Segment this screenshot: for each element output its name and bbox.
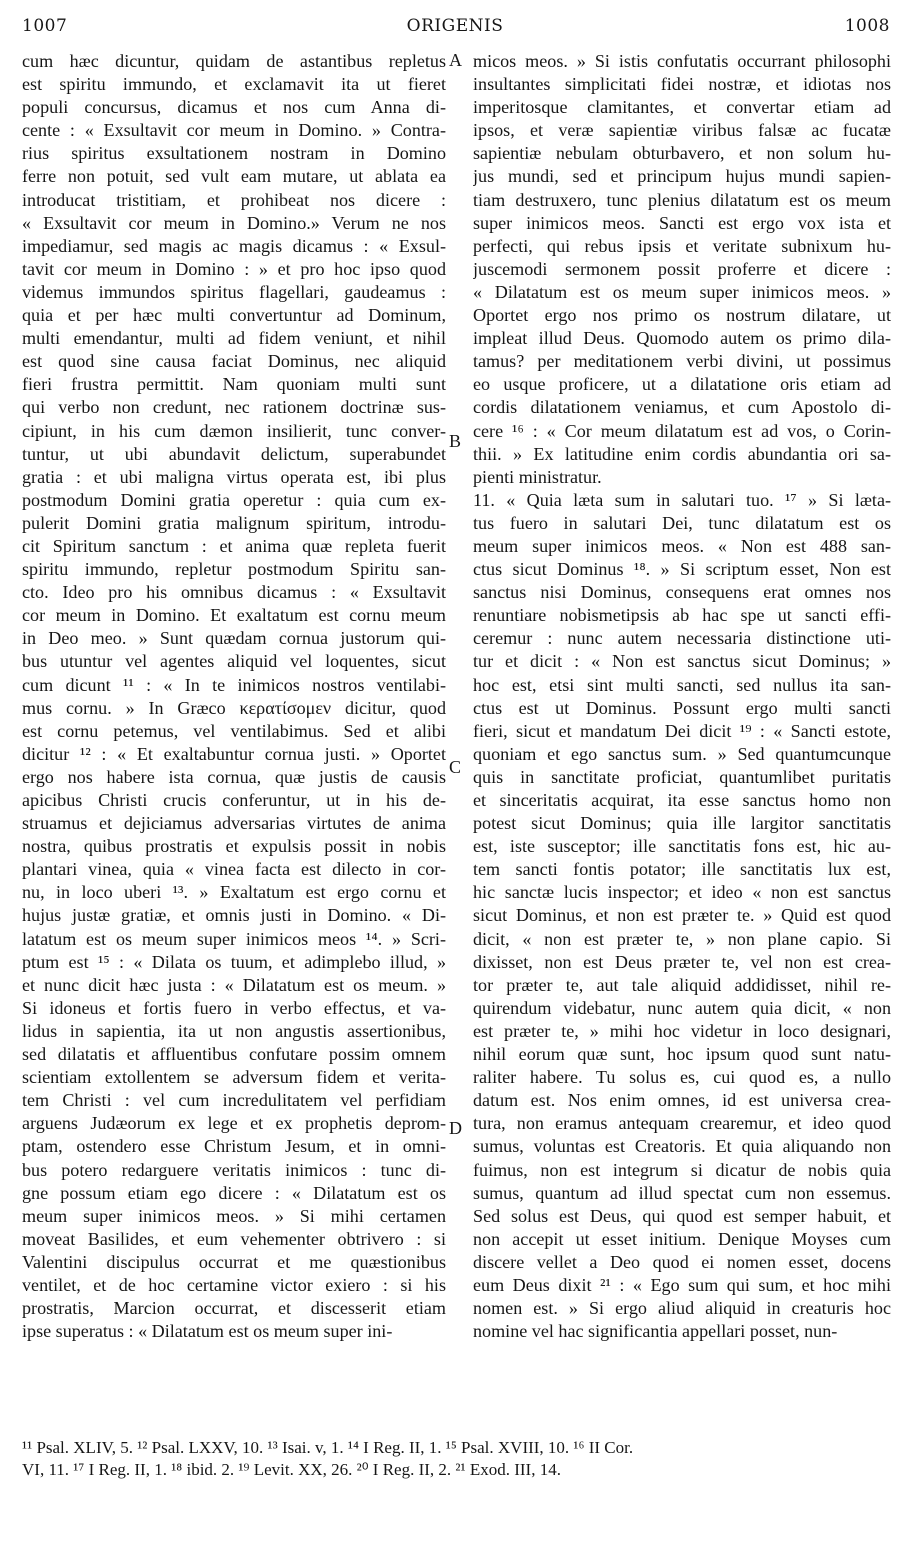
text-line: sumus, voluntas est Creatoris. Et quia aliquando non (473, 1136, 891, 1157)
text-line: introducat tristitiam, et prohibeat nos dicere : (22, 189, 446, 210)
text-line: nostra, quibus prostratis et expulsis possit in nobis (22, 836, 446, 857)
text-line: est quod sine causa faciat Dominus, nec aliquid (22, 351, 446, 372)
margin-mark-d: D (449, 1118, 462, 1138)
text-line: tem sancti fontis potator; ille sanctitatis lux est, (473, 859, 891, 880)
text-line: ceremur : nunc autem necessaria distinctione uti- (473, 628, 891, 649)
text-line: videmus immundos spiritus flagellari, gaudeamus : (22, 281, 446, 302)
text-line: raliter habere. Tu solus es, cui quod es, a nullo (473, 1067, 891, 1088)
text-line: nu, in loco uberi ¹³. » Exaltatum est ergo cornu et (22, 882, 446, 903)
text-line: impleat illud Deus. Quomodo autem os primo dila- (473, 328, 891, 349)
text-line: cere ¹⁶ : « Cor meum dilatatum est ad vos, o Corin- (473, 420, 891, 441)
text-line: struamus et dejiciamus adversarias virtutes de anima (22, 813, 446, 834)
text-line: bus potero redarguere veritatis inimicos : tunc di- (22, 1159, 446, 1180)
text-line: Si idoneus et fortis fuero in verbo effectus, et va- (22, 997, 446, 1018)
text-line: discere vellet a Deo quod ei nomen esset, docens (473, 1251, 891, 1272)
text-line: 11. « Quia læta sum in salutari tuo. ¹⁷ » Si læta- (473, 489, 891, 510)
text-line: quis in sanctitate proficiat, quantumlibet puritatis (473, 766, 891, 787)
text-line: Oportet ergo nos primo os nostrum dilatare, ut (473, 305, 891, 326)
text-line: est spiritu immundo, et exclamavit ita ut fieret (22, 74, 446, 95)
text-line: moveat Basilides, et eum vehementer obtrivero : si (22, 1228, 446, 1249)
text-line: « Dilatatum est os meum super inimicos meos. » (473, 281, 891, 302)
margin-mark-c: C (449, 757, 462, 777)
text-line: nihil eorum quæ sunt, hoc ipsum quod sunt natu- (473, 1044, 891, 1065)
text-line: dixisset, non est Deus præter te, vel non est crea- (473, 951, 891, 972)
text-line: meum super inimicos meos. » Si mihi certamen (22, 1205, 446, 1226)
text-line: renuntiare nobismetipsis ab hac spe ut sancti effi- (473, 605, 891, 626)
text-line: ventilet, et de hoc certamine victor exiero : si his (22, 1274, 446, 1295)
text-line: impediamur, sed magis ac magis dicamus : « Exsul- (22, 235, 446, 256)
text-line: non accepit ut esset initium. Denique Moyses cum (473, 1228, 891, 1249)
text-line: sed dilatatis et affluentibus confutare possim omnem (22, 1044, 446, 1065)
text-line: potest sicut Dominus; quia ille largitor sanctitatis (473, 813, 891, 834)
text-line: Valentini discipulus occurrat et me quæstionibus (22, 1251, 446, 1272)
text-line: postmodum Domini gratia operetur : quia cum ex- (22, 489, 446, 510)
text-line: hoc est, etsi sint multi sancti, sed nullus ita san- (473, 674, 891, 695)
margin-mark-b: B (449, 431, 462, 451)
text-line: ferre non potuit, sed vult eam mutare, ut ablata ea (22, 166, 446, 187)
text-line: eum Deus dixit ²¹ : « Ego sum qui sum, et hoc mihi (473, 1274, 891, 1295)
text-line: ipsos, et veræ sapientiæ viribus falsæ ac fucatæ (473, 120, 891, 141)
text-line: insultantes simplicitati fidei nostræ, et idiotas nos (473, 74, 891, 95)
text-line: quia et per hæc multi convertuntur ad Dominum, (22, 305, 446, 326)
text-line: pienti ministratur. (473, 466, 602, 487)
text-line: cipiunt, in his cum dæmon insilierit, tunc conver- (22, 420, 446, 441)
text-line: lidus in sapientia, ita ut non angustis assertionibus, (22, 1020, 446, 1041)
text-line: cente : « Exsultavit cor meum in Domino. » Contra- (22, 120, 446, 141)
text-line: Sed solus est Deus, qui quod est semper habuit, et (473, 1205, 891, 1226)
text-line: populi concursus, dicamus et nos cum Anna di- (22, 97, 446, 118)
text-line: ctus est ut Dominus. Possunt ergo multi sancti (473, 697, 891, 718)
text-line: tavit cor meum in Domino : » et pro hoc ipso quod (22, 258, 446, 279)
text-line: tuntur, ut ubi abundavit delictum, superabundet (22, 443, 446, 464)
text-line: tor præter te, aut tale aliquid addidisset, nihil re- (473, 974, 891, 995)
text-line: « Exsultavit cor meum in Domino.» Verum ne nos (22, 212, 446, 233)
text-line: bus utuntur vel agentes aliquid vel loquentes, sicut (22, 651, 446, 672)
text-line: arguens Judæorum ex lege et ex prophetis deprom- (22, 1113, 446, 1134)
text-line: cit Spiritum sanctum : et anima quæ repleta fuerit (22, 535, 446, 556)
text-line: ctus sicut Dominus ¹⁸. » Si scriptum esset, Non est (473, 559, 891, 580)
text-line: jus mundi, sed et principum hujus mundi sapien- (473, 166, 891, 187)
text-line: imperitosque clamitantes, et convertar etiam ad (473, 97, 891, 118)
text-line: est, iste susceptor; ille sanctitatis fons est, hic au- (473, 836, 891, 857)
text-line: nomen est. » Si ergo aliud aliquid in creaturis hoc (473, 1298, 891, 1319)
text-line: cto. Ideo pro his omnibus dicamus : « Exsultavit (22, 582, 446, 603)
text-line: qui verbo non credunt, nec rationem doctrinæ sus- (22, 397, 446, 418)
text-line: dicit, « non est præter te, » non plane capio. Si (473, 928, 891, 949)
text-line: spiritu immundo, repletur postmodum Spiritu san- (22, 559, 446, 580)
text-line: tamus? per meditationem verbi divini, ut possimus (473, 351, 891, 372)
text-line: sapientiæ nebulam obturbavero, et non solum hu- (473, 143, 891, 164)
text-line: gratia : et ubi maligna virtus operata est, ibi plus (22, 466, 446, 487)
text-line: tem Christi : vel cum incredulitatem vel perfidiam (22, 1090, 446, 1111)
text-line: sicut Dominus, et non est præter te. » Quid est quod (473, 905, 891, 926)
text-line: scientiam extollentem se adversum fidem et verita- (22, 1067, 446, 1088)
text-line: mus cornu. » In Græco κερατίσομεν dicitur, quod (22, 697, 446, 718)
text-line: tura, non eramus antequam crearemur, et ideo quod (473, 1113, 891, 1134)
text-line: cordis dilatationem veniamus, et cum Apostolo di- (473, 397, 891, 418)
text-line: est cornu petemus, vel ventilabimus. Sed et alibi (22, 720, 446, 741)
margin-mark-a: A (449, 50, 462, 70)
text-line: ¹¹ Psal. XLIV, 5. ¹² Psal. LXXV, 10. ¹³ Isai. v, 1. ¹⁴ I Reg. II, 1. ¹⁵ Psal. XVIII, 10. ¹⁶ II Cor. (22, 1438, 634, 1457)
text-line: hujus justæ gratiæ, et omnis justi in Domino. « Di- (22, 905, 446, 926)
text-line: fieri frustra permittit. Nam quoniam multi sunt (22, 374, 446, 395)
page-number-right: 1008 (844, 16, 890, 36)
text-line: quirendum videbatur, nunc autem quia dicit, « non (473, 997, 891, 1018)
page-number-left: 1007 (22, 16, 68, 36)
text-line: sanctus nisi Dominus, consequens erat omnes nos (473, 582, 891, 603)
text-line: cum hæc dicuntur, quidam de astantibus repletus (22, 51, 446, 71)
text-line: tus fuero in salutari Dei, tunc dilatatum est os (473, 512, 891, 533)
text-line: in Deo meo. » Sunt quædam cornua justorum qui- (22, 628, 446, 649)
text-line: latatum est os meum super inimicos meos ¹⁴. » Scri- (22, 928, 446, 949)
text-line: nomine vel hac significantia appellari posset, nun- (473, 1321, 838, 1342)
text-line: sumus, quantum ad illud spectat cum non essemus. (473, 1182, 891, 1203)
text-line: dicitur ¹² : « Et exaltabuntur cornua justi. » Oportet (22, 743, 446, 764)
text-line: ptum est ¹⁵ : « Dilata os tuum, et adimplebo illud, » (22, 951, 446, 972)
text-line: est præter te, » mihi hoc videtur in loco designari, (473, 1020, 891, 1041)
text-line: ipse superatus : « Dilatatum est os meum super ini- (22, 1321, 393, 1342)
text-line: plantari vinea, quia « vinea facta est dilecto in cor- (22, 859, 446, 880)
text-line: et sinceritatis acquirat, ita esse sanctus homo non (473, 790, 891, 810)
text-line: thii. » Ex latitudine enim cordis abundantia ori sa- (473, 443, 891, 464)
text-line: ergo nos habere ista cornua, quæ justis de causis (22, 766, 446, 787)
text-line: micos meos. » Si istis confutatis occurrant philosophi (473, 51, 891, 71)
text-line: quoniam et ego sanctus sum. » Sed quantumcunque (473, 743, 891, 764)
text-line: ptam, ostendero esse Christum Jesum, et in omni- (22, 1136, 446, 1157)
text-line: multi emendantur, multi ad fidem veniunt, et nihil (22, 328, 446, 349)
text-line: rius spiritus exsultationem nostram in Domino (22, 143, 446, 164)
text-line: cor meum in Domino. Et exaltatum est cornu meum (22, 605, 446, 626)
text-line: super inimicos meos. Sancti est ergo vox ista et (473, 212, 891, 233)
text-line: datum est. Nos enim omnes, id est universa crea- (473, 1090, 891, 1111)
text-line: tiam destruxero, tunc plenius dilatatum est os meum (473, 189, 891, 210)
text-line: gne possum etiam ego dicere : « Dilatatum est os (22, 1182, 446, 1203)
running-title: ORIGENIS (406, 16, 504, 36)
text-line: tur et dicit : « Non est sanctus sicut Dominus; » (473, 651, 891, 672)
footnotes (22, 1437, 892, 1481)
right-column (473, 50, 891, 1343)
text-line: juscemodi sermonem possit proferre et dicere : (473, 258, 891, 279)
text-line: cum dicunt ¹¹ : « In te inimicos nostros ventilabi- (22, 674, 446, 695)
text-line: et nunc dicit hæc justa : « Dilatatum est os meum. » (22, 974, 446, 995)
text-line: fieri, sicut et mandatum Dei dicit ¹⁹ : « Sancti estote, (473, 720, 891, 741)
text-line: prostratis, Marcion occurrat, et discesserit etiam (22, 1298, 446, 1319)
text-line: perfecti, qui rebus ipsis et veritate subnixum hu- (473, 235, 891, 256)
text-line: hic sanctæ lucis inspector; et ideo « non est sanctus (473, 882, 891, 903)
text-line: meum super inimicos meos. « Non est 488 san- (473, 535, 891, 556)
text-line: apicibus Christi crucis conferuntur, ut in his de- (22, 790, 446, 810)
text-line: fuimus, non est integrum si dicatur de nobis quia (473, 1159, 891, 1180)
text-line: eo usque proficere, ut a dilatatione oris etiam ad (473, 374, 891, 395)
text-line: VI, 11. ¹⁷ I Reg. II, 1. ¹⁸ ibid. 2. ¹⁹ Levit. XX, 26. ²⁰ I Reg. II, 2. ²¹ Exod. III, 14. (22, 1460, 561, 1479)
left-column (22, 50, 446, 1343)
text-line: pulerit Domini gratia malignum spiritum, introdu- (22, 512, 446, 533)
